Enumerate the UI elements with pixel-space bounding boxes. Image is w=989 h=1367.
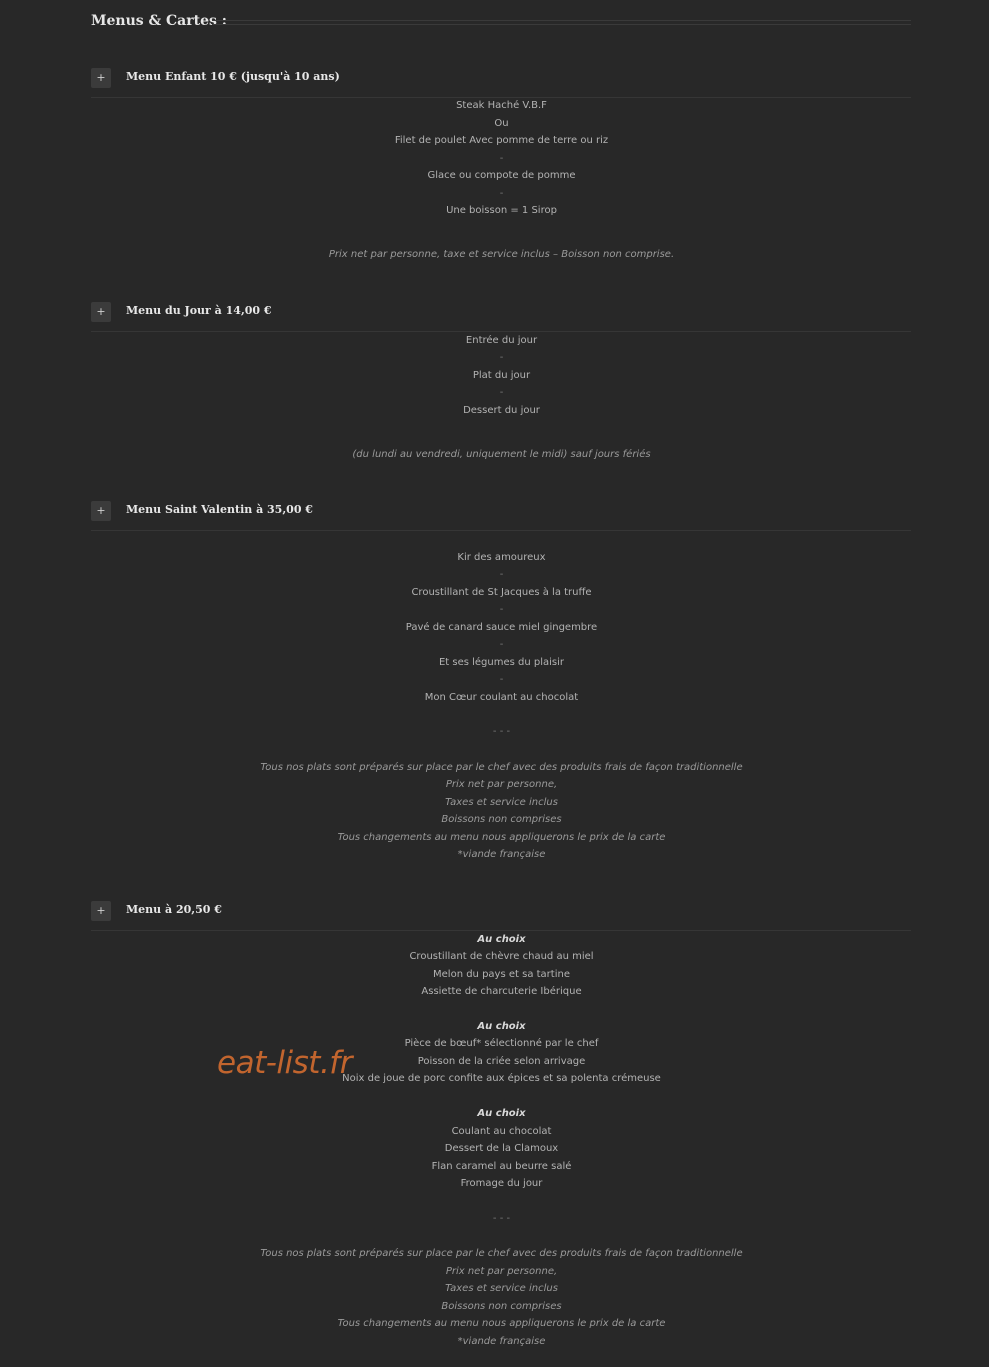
- expand-plus-icon[interactable]: +: [91, 501, 111, 521]
- menu-item: Melon du pays et sa tartine: [433, 969, 570, 980]
- menu-item: Noix de joue de porc confite aux épices et sa polenta crémeuse: [342, 1073, 661, 1084]
- menu-item: Flan caramel au beurre salé: [431, 1161, 572, 1172]
- menu-header-du-jour[interactable]: [91, 302, 911, 324]
- menu-note: Taxes et service inclus: [445, 797, 558, 808]
- menu-note: Boissons non comprises: [441, 1301, 562, 1312]
- title-divider: [212, 20, 911, 25]
- menu-header-saint-valentin[interactable]: [91, 501, 911, 523]
- menu-divider: [91, 930, 911, 931]
- menu-note: Prix net par personne,: [445, 779, 558, 790]
- menu-item-separator: -: [499, 674, 504, 685]
- menu-item: Steak Haché V.B.F: [456, 100, 547, 111]
- section-separator: - - -: [492, 1213, 511, 1224]
- menu-item: Dessert du jour: [463, 405, 540, 416]
- menu-item: Entrée du jour: [465, 335, 538, 346]
- menu-note: Prix net par personne, taxe et service inclus – Boisson non comprise.: [328, 249, 675, 260]
- section-separator: - - -: [492, 726, 511, 737]
- menu-divider: [91, 331, 911, 332]
- choice-heading: Au choix: [477, 934, 526, 945]
- choice-heading: Au choix: [477, 1108, 526, 1119]
- menu-note: Boissons non comprises: [441, 814, 562, 825]
- menu-item: Croustillant de chèvre chaud au miel: [409, 951, 594, 962]
- menu-item-separator: -: [499, 569, 504, 580]
- menu-note: Taxes et service inclus: [445, 1283, 558, 1294]
- menu-item: Filet de poulet Avec pomme de terre ou riz: [394, 135, 609, 146]
- menu-item: Pièce de bœuf* sélectionné par le chef: [404, 1038, 599, 1049]
- menu-item: Coulant au chocolat: [451, 1126, 552, 1137]
- watermark: eat-list.fr: [217, 1045, 352, 1081]
- menu-item-separator: -: [499, 153, 504, 164]
- menu-item: Glace ou compote de pomme: [427, 170, 576, 181]
- menu-header-enfant[interactable]: [91, 68, 911, 90]
- menu-item: Pavé de canard sauce miel gingembre: [405, 622, 598, 633]
- menu-item: Plat du jour: [472, 370, 531, 381]
- expand-plus-icon[interactable]: +: [91, 901, 111, 921]
- menu-note: Tous nos plats sont préparés sur place par le chef avec des produits frais de façon traditionnelle: [260, 762, 743, 773]
- menu-title[interactable]: Menu Saint Valentin à 35,00 €: [126, 503, 313, 516]
- menu-note: Prix net par personne,: [445, 1266, 558, 1277]
- menu-note: *viande française: [457, 1336, 546, 1347]
- menu-note: *viande française: [457, 849, 546, 860]
- menu-note: Tous changements au menu nous appliquerons le prix de la carte: [337, 1318, 666, 1329]
- menu-item: Une boisson = 1 Sirop: [446, 205, 557, 216]
- expand-plus-icon[interactable]: +: [91, 302, 111, 322]
- menu-item: Poisson de la criée selon arrivage: [417, 1056, 586, 1067]
- menu-title[interactable]: Menu du Jour à 14,00 €: [126, 304, 272, 317]
- menu-item-separator: -: [499, 604, 504, 615]
- menu-item: Dessert de la Clamoux: [444, 1143, 559, 1154]
- menu-item: Croustillant de St Jacques à la truffe: [411, 587, 592, 598]
- menu-item: Mon Cœur coulant au chocolat: [424, 692, 579, 703]
- choice-heading: Au choix: [477, 1021, 526, 1032]
- menu-item: Et ses légumes du plaisir: [438, 657, 565, 668]
- menu-header-20-50[interactable]: [91, 901, 911, 923]
- menu-title[interactable]: Menu à 20,50 €: [126, 903, 222, 916]
- menu-divider: [91, 530, 911, 531]
- menu-item-separator: -: [499, 387, 504, 398]
- menu-item: Assiette de charcuterie Ibérique: [421, 986, 582, 997]
- menu-item: Fromage du jour: [460, 1178, 543, 1189]
- menu-item-separator: -: [499, 639, 504, 650]
- menu-note: Tous nos plats sont préparés sur place par le chef avec des produits frais de façon traditionnelle: [260, 1248, 743, 1259]
- menu-note: Tous changements au menu nous appliquerons le prix de la carte: [337, 832, 666, 843]
- expand-plus-icon[interactable]: +: [91, 68, 111, 88]
- menu-item-separator: -: [499, 352, 504, 363]
- menu-title[interactable]: Menu Enfant 10 € (jusqu'à 10 ans): [126, 70, 340, 83]
- menu-item: Kir des amoureux: [457, 552, 546, 563]
- menu-item-separator: -: [499, 188, 504, 199]
- menu-note: (du lundi au vendredi, uniquement le midi) sauf jours fériés: [352, 449, 651, 460]
- menu-divider: [91, 97, 911, 98]
- page-title: Menus & Cartes :: [91, 13, 227, 29]
- menu-item: Ou: [494, 118, 509, 129]
